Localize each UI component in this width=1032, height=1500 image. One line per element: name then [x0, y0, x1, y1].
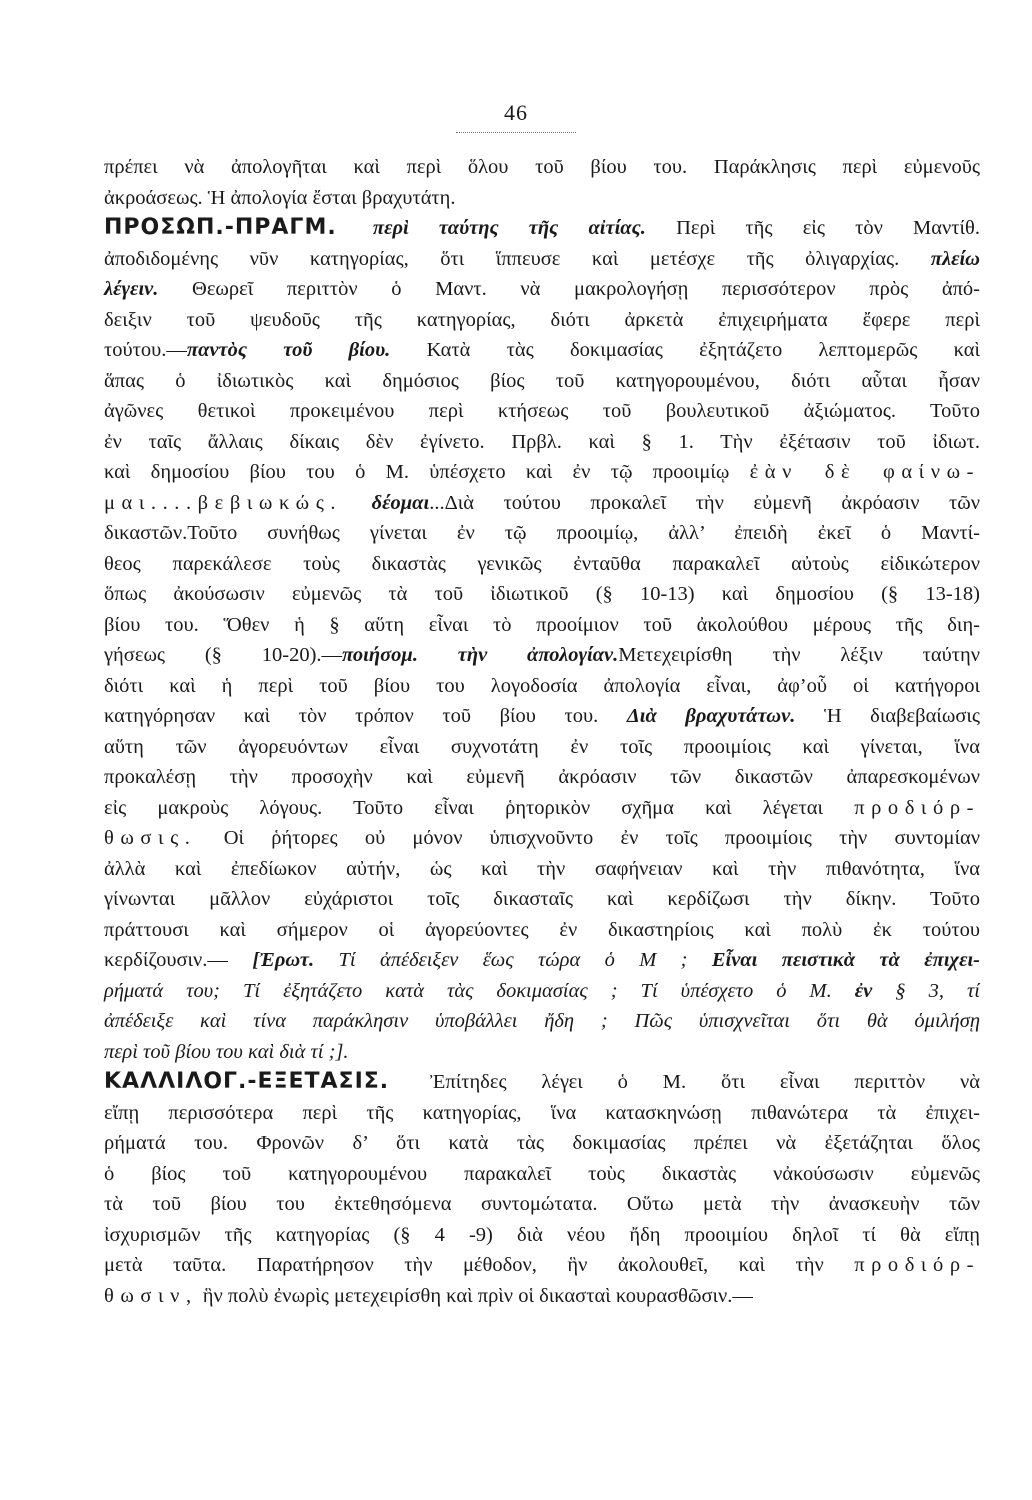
page-number: 46: [504, 100, 528, 125]
text-run: μετὰ ταῦτα. Παρατήρησον τὴν μέθοδον, ἣν ἀκολουθεῖ, καὶ τὴν: [104, 1254, 855, 1276]
text-run: Οἱ ῥήτορες οὐ μόνον ὑπισχνοῦντο ἐν τοῖς προοιμίοις τὴν συντομίαν: [196, 827, 980, 849]
text-run: Περὶ τῆς εἰς τὸν Μαντίθ.: [645, 217, 980, 239]
text-run: βίου του. Ὅθεν ἡ § αὕτη εἶναι τὸ προοίμιον τοῦ ἀκολούθου μέρους τῆς διη-: [104, 613, 980, 636]
text-run: Θεωρεῖ περιττὸν ὁ Μαντ. νὰ μακρολογήσῃ περισσότερον πρὸς ἀπό-: [158, 278, 980, 300]
text-line: [104, 183, 980, 214]
text-line: [104, 335, 980, 366]
section-heading: ΚΑΛΛΙΛΟΓ.-ΕΞΕΤΑΣΙΣ.: [104, 1069, 390, 1094]
text-run: Κατὰ τὰς δοκιμασίας ἐξητάζετο λεπτομερῶς καὶ: [390, 339, 980, 361]
text-run: ἰσχυρισμῶν τῆς κατηγορίας (§ 4 -9) διὰ νέου ἤδη προοιμίου δηλοῖ τί θὰ εἴπῃ: [104, 1223, 980, 1246]
text-run: ἀποδιδομένης νῦν κατηγορίας, ὅτι ἵππευσε καὶ μετέσχε τῆς ὀλιγαρχίας.: [104, 247, 931, 270]
lemma-bold-italic: ποιήσομ. τὴν ἀπολογίαν.: [342, 644, 619, 666]
lemma-bold-italic: παντὸς τοῦ βίου.: [186, 339, 391, 361]
text-line: [104, 579, 980, 610]
text-line: [104, 152, 980, 183]
text-line: [104, 610, 980, 641]
text-run: ἀκροάσεως. Ἡ ἀπολογία ἔσται βραχυτάτη.: [104, 186, 456, 209]
text-line: [104, 823, 980, 854]
spaced-word: θωσις.: [104, 827, 197, 849]
text-line: [104, 1281, 980, 1312]
text-run: θεος παρεκάλεσε τοὺς δικαστὰς γενικῶς ἐνταῦθα παρακαλεῖ αὐτοὺς εἰδικώτερον: [104, 552, 980, 575]
text-line: [104, 274, 980, 305]
text-line: [104, 1067, 980, 1098]
text-line: [104, 1159, 980, 1190]
text-run: διότι καὶ ἡ περὶ τοῦ βίου του λογοδοσία ἀπολογία εἶναι, ἀφ’οὗ οἱ κατήγοροι: [104, 674, 980, 697]
lemma-bold-italic: λέγειν.: [104, 278, 159, 300]
text-line: [104, 213, 980, 244]
text-run: ὅπως ἀκούσωσιν εὐμενῶς τὰ τοῦ ἰδιωτικοῦ (§ 10-13) καὶ δημοσίου (§ 13-18): [104, 583, 980, 605]
text-line: [104, 1098, 980, 1129]
text-line: [104, 1128, 980, 1159]
text-line: [104, 701, 980, 732]
lemma-bold-italic: περὶ ταύτης τῆς αἰτίας.: [342, 217, 646, 239]
text-line: [104, 1220, 980, 1251]
text-run: γίνωνται μᾶλλον εὐχάριστοι τοῖς δικασταῖς καὶ κερδίζωσι τὴν δίκην. Τοῦτο: [104, 888, 980, 910]
text-line: [104, 305, 980, 336]
text-run: Ἐπίτηδες λέγει ὁ Μ. ὅτι εἶναι περιττὸν νὰ: [395, 1071, 980, 1093]
text-run: καὶ δημοσίου βίου του ὁ Μ. ὑπέσχετο καὶ ἐν τῷ προοιμίῳ: [104, 461, 750, 483]
text-line: [104, 1189, 980, 1220]
question-italic: § 3, τί: [872, 979, 980, 1002]
lemma-bold-italic: [Ἐρωτ.: [252, 949, 315, 971]
header-divider: [456, 132, 576, 133]
text-run: ...Διὰ τούτου προκαλεῖ τὴν εὐμενῆ ἀκρόασιν τῶν: [429, 491, 980, 514]
text-line: [104, 976, 980, 1007]
text-line: [104, 549, 980, 580]
text-line: [104, 1006, 980, 1037]
text-run: ἣν πολὺ ἐνωρὶς μετεχειρίσθη καὶ πρὶν οἱ δικασταὶ κουρασθῶσιν.—: [197, 1284, 753, 1307]
text-run: πράττουσι καὶ σήμερον οἱ ἀγορεύοντες ἐν δικαστηρίοις καὶ πολὺ ἐκ τούτου: [104, 918, 980, 941]
spaced-word: θωσιν,: [104, 1284, 198, 1307]
text-run: ὁ βίος τοῦ κατηγορουμένου παρακαλεῖ τοὺς δικαστὰς νἀκούσωσιν εὐμενῶς: [104, 1162, 980, 1185]
lemma-bold-italic: πλείω: [930, 247, 980, 270]
commentary-text: [104, 152, 980, 1311]
text-line: [104, 732, 980, 763]
text-run: Ἡ διαβεβαίωσις: [795, 705, 980, 727]
text-line: [104, 1250, 980, 1281]
spaced-word: προδιόρ-: [854, 796, 980, 819]
text-line: [104, 488, 980, 519]
spaced-word: μαι....βεβιωκώς.: [104, 491, 343, 514]
question-italic: ρήματά του; Τί ἐξητάζετο κατὰ τὰς δοκιμασίας ; Τί ὑπέσχετο ὁ Μ.: [104, 979, 855, 1002]
text-line: [104, 793, 980, 824]
text-run: κερδίζουσιν.—: [104, 949, 253, 971]
text-line: [104, 518, 980, 549]
text-run: εἴπῃ περισσότερα περὶ τῆς κατηγορίας, ἵνα κατασκηνώσῃ πιθανώτερα τὰ ἐπιχει-: [104, 1101, 980, 1124]
text-line: [104, 945, 980, 976]
text-run: ρήματά του. Φρονῶν δ’ ὅτι κατὰ τὰς δοκιμασίας πρέπει νὰ ἐξετάζηται ὅλος: [104, 1132, 980, 1154]
text-run: εἰς μακροὺς λόγους. Τοῦτο εἶναι ῥητορικὸν σχῆμα καὶ λέγεται: [104, 796, 855, 819]
spaced-word: ἐὰν δὲ φαίνω-: [749, 461, 981, 483]
text-line: [104, 915, 980, 946]
text-line: [104, 427, 980, 458]
text-run: Μετεχειρίσθη τὴν λέξιν ταύτην: [618, 644, 981, 666]
text-line: [104, 762, 980, 793]
text-line: [104, 396, 980, 427]
text-line: [104, 366, 980, 397]
question-italic: Τί ἀπέδειξεν ἕως τώρα ὁ Μ ;: [314, 949, 712, 971]
text-run: τὰ τοῦ βίου του ἐκτεθησόμενα συντομώτατα. Οὕτω μετὰ τὴν ἀνασκευὴν τῶν: [104, 1193, 980, 1215]
text-run: ἅπας ὁ ἰδιωτικὸς καὶ δημόσιος βίος τοῦ κατηγορουμένου, διότι αὗται ἦσαν: [104, 369, 980, 392]
lemma-bold-italic: Εἶναι πειστικὰ τὰ ἐπιχει-: [711, 949, 980, 971]
text-run: προκαλέσῃ τὴν προσοχὴν καὶ εὐμενῆ ἀκρόασιν τῶν δικαστῶν ἀπαρεσκομένων: [104, 766, 980, 788]
text-run: τούτου.—: [104, 339, 187, 361]
text-line: [104, 884, 980, 915]
text-run: πρέπει νὰ ἀπολογῆται καὶ περὶ ὅλου τοῦ βίου του. Παράκλησις περὶ εὐμενοῦς: [104, 156, 980, 178]
text-line: [104, 854, 980, 885]
text-run: αὕτη τῶν ἀγορευόντων εἶναι συχνοτάτη ἐν τοῖς προοιμίοις καὶ γίνεται, ἵνα: [104, 735, 980, 758]
text-line: [104, 244, 980, 275]
text-run: ἀγῶνες θετικοὶ προκειμένου περὶ κτήσεως τοῦ βουλευτικοῦ ἀξιώματος. Τοῦτο: [104, 400, 980, 422]
text-run: κατηγόρησαν καὶ τὸν τρόπον τοῦ βίου του.: [104, 705, 627, 727]
text-run: ἀλλὰ καὶ ἐπεδίωκον αὐτήν, ὡς καὶ τὴν σαφήνειαν καὶ τὴν πιθανότητα, ἵνα: [104, 857, 980, 880]
text-run: γήσεως (§ 10-20).—: [104, 644, 343, 666]
text-run: δικαστῶν.Τοῦτο συνήθως γίνεται ἐν τῷ προοιμίῳ, ἀλλ’ ἐπειδὴ ἐκεῖ ὁ Μαντί-: [104, 522, 980, 544]
spaced-word: προδιόρ-: [854, 1254, 980, 1276]
lemma-bold-italic: δέομαι: [342, 491, 430, 514]
text-run: δειξιν τοῦ ψευδοῦς τῆς κατηγορίας, διότι ἀρκετὰ ἐπιχειρήματα ἔφερε περὶ: [104, 308, 980, 331]
text-line: [104, 671, 980, 702]
section-heading: ΠΡΟΣΩΠ.-ΠΡΑΓΜ.: [104, 215, 337, 240]
text-line: [104, 457, 980, 488]
text-line: [104, 1037, 980, 1068]
text-run: ἐν ταῖς ἄλλαις δίκαις δὲν ἐγίνετο. Πρβλ. καὶ § 1. Τὴν ἐξέτασιν τοῦ ἰδιωτ.: [104, 430, 980, 453]
question-italic: ἀπέδειξε καὶ τίνα παράκλησιν ὑποβάλλει ἤδη ; Πῶς ὑπισχνεῖται ὅτι θὰ ὁμιλήσῃ: [104, 1010, 980, 1032]
question-italic: περὶ τοῦ βίου του καὶ διὰ τί ;].: [104, 1040, 349, 1063]
lemma-bold-italic: Διὰ βραχυτάτων.: [626, 705, 796, 727]
text-line: [104, 640, 980, 671]
lemma-bold-italic: ἐν: [854, 979, 873, 1002]
